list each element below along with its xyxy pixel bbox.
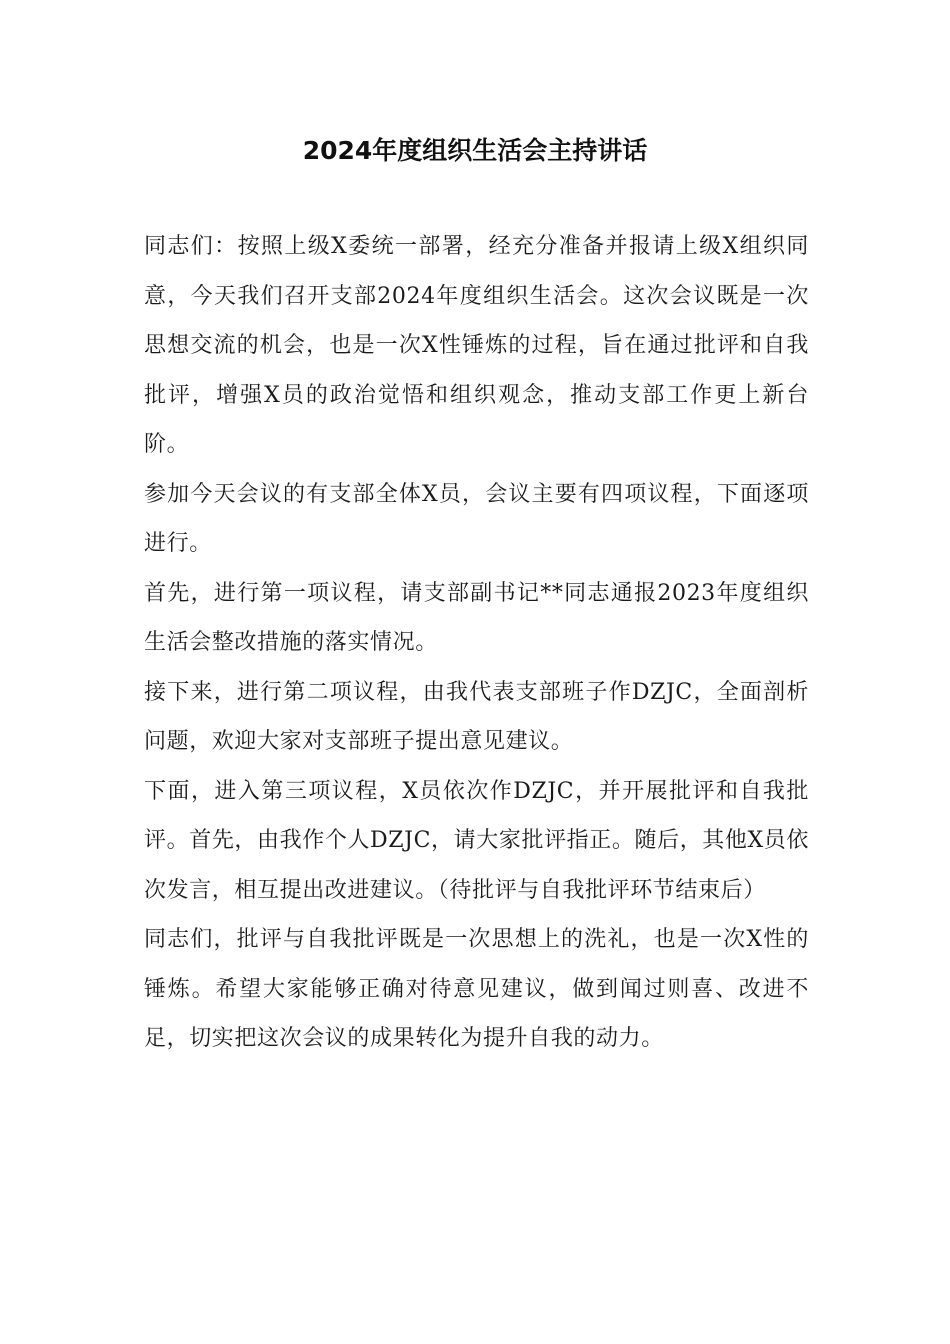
paragraph-closing: 同志们，批评与自我批评既是一次思想上的洗礼，也是一次X性的锤炼。希望大家能够正确对待意见建议，做到闻过则喜、改进不足，切实把这次会议的成果转化为提升自我的动力。 — [144, 927, 809, 1051]
paragraph-opening: 同志们：按照上级X委统一部署，经充分准备并报请上级X组织同意，今天我们召开支部2024年度组织生活会。这次会议既是一次思想交流的机会，也是一次X性锤炼的过程，旨在通过批评和自我批评，增强X员的政治觉悟和组织观念，推动支部工作更上新台阶。 — [144, 234, 809, 457]
paragraph-agenda-item-1: 首先，进行第一项议程，请支部副书记**同志通报2023年度组织生活会整改措施的落实情况。 — [144, 580, 809, 655]
paragraph-agenda-item-3: 下面，进入第三项议程，X员依次作DZJC，并开展批评和自我批评。首先，由我作个人DZJC，请大家批评指正。随后，其他X员依次发言，相互提出改进建议。（待批评与自我批评环节结束后） — [144, 778, 809, 903]
document-body — [144, 222, 809, 1064]
document-title: 2024年度组织生活会主持讲话 — [302, 136, 648, 165]
paragraph-agenda-item-2: 接下来，进行第二项议程，由我代表支部班子作DZJC，全面剖析问题，欢迎大家对支部班子提出意见建议。 — [144, 679, 809, 754]
paragraph-attendance: 参加今天会议的有支部全体X员，会议主要有四项议程，下面逐项进行。 — [144, 481, 809, 556]
